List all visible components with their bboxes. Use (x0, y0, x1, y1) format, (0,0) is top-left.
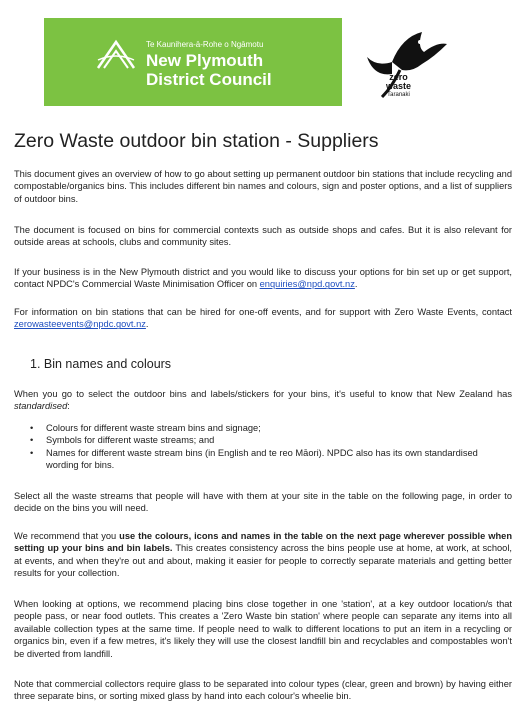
council-maori-name: Te Kaunihera-ā-Rohe o Ngāmotu (146, 40, 264, 49)
section1-paragraph-3: We recommend that you use the colours, icons and names in the table on the next page wherever possible when setting up your bins and bin labels. This creates consistency across the bins people use at home, at work, at school, at events, and when they're out and about, making it easier for people to correctly separate materials and getting better results for your collection. (14, 531, 512, 579)
zero-waste-logo (342, 18, 478, 106)
intro-paragraph-1: This document gives an overview of how to go about setting up permanent outdoor bin stations that include recycling and compostable/organics bins. This includes different bin names and colours, sign and poster options, and a list of suppliers of outdoor bins. (14, 169, 512, 204)
standardised-list (30, 422, 500, 472)
section1-paragraph-1: When you go to select the outdoor bins and labels/stickers for your bins, it's useful to know that New Zealand has standardised: (14, 389, 512, 412)
list-item: • Names for different waste stream bins (in English and te reo Māori). NPDC also has its own standardised wording for bins. (30, 447, 500, 472)
intro-paragraph-3: If your business is in the New Plymouth district and you would like to discuss your options for bin set up or get support, contact NPDC's Commercial Waste Minimisation Officer on enquiries@npd.govt.nz. (14, 267, 512, 290)
council-name: New Plymouth District Council (146, 51, 272, 89)
list-item: • Colours for different waste stream bins and signage; (30, 422, 500, 434)
section1-paragraph-5: Note that commercial collectors require glass to be separated into colour types (clear, green and brown) by having either three separate bins, or sorting mixed glass by hand into each colour's wheelie bin. (14, 679, 512, 702)
zero-waste-wordmark: zero waste Taranaki (386, 72, 412, 98)
intro-paragraph-2: The document is focused on bins for commercial contexts such as outside shops and cafes. But it is also relevant for outside areas at schools, clubs and community sites. (14, 225, 512, 248)
intro-paragraph-4: For information on bin stations that can be hired for one-off events, and for support with Zero Waste Events, contact zerowasteevents@npdc.govt.nz. (14, 307, 512, 330)
list-item: • Symbols for different waste streams; and (30, 434, 500, 446)
section1-paragraph-4: When looking at options, we recommend placing bins close together in one 'station', at a key outdoor location/s that people pass, or near food outlets. This creates a 'Zero Waste bin station' where people can separate any items into all available collection types at the same time. If people need to walk to different locations to put an item in a recycling or organics bin, even if a few metres, it's likely they will use the closest landfill bin and recyclables and compostables won't be diverted from landfill. (14, 599, 512, 659)
header-banner (44, 18, 478, 106)
enquiries-email-link[interactable]: enquiries@npd.govt.nz (259, 279, 355, 290)
section1-paragraph-2: Select all the waste streams that people will have with them at your site in the table on the following page, in order to decide on the bins you will need. (14, 491, 512, 514)
events-email-link[interactable]: zerowasteevents@npdc.govt.nz (14, 319, 146, 330)
council-logo-icon (96, 38, 136, 72)
page-title: Zero Waste outdoor bin station - Suppliers (14, 130, 379, 152)
section-heading-bin-names: 1. Bin names and colours (30, 357, 172, 371)
